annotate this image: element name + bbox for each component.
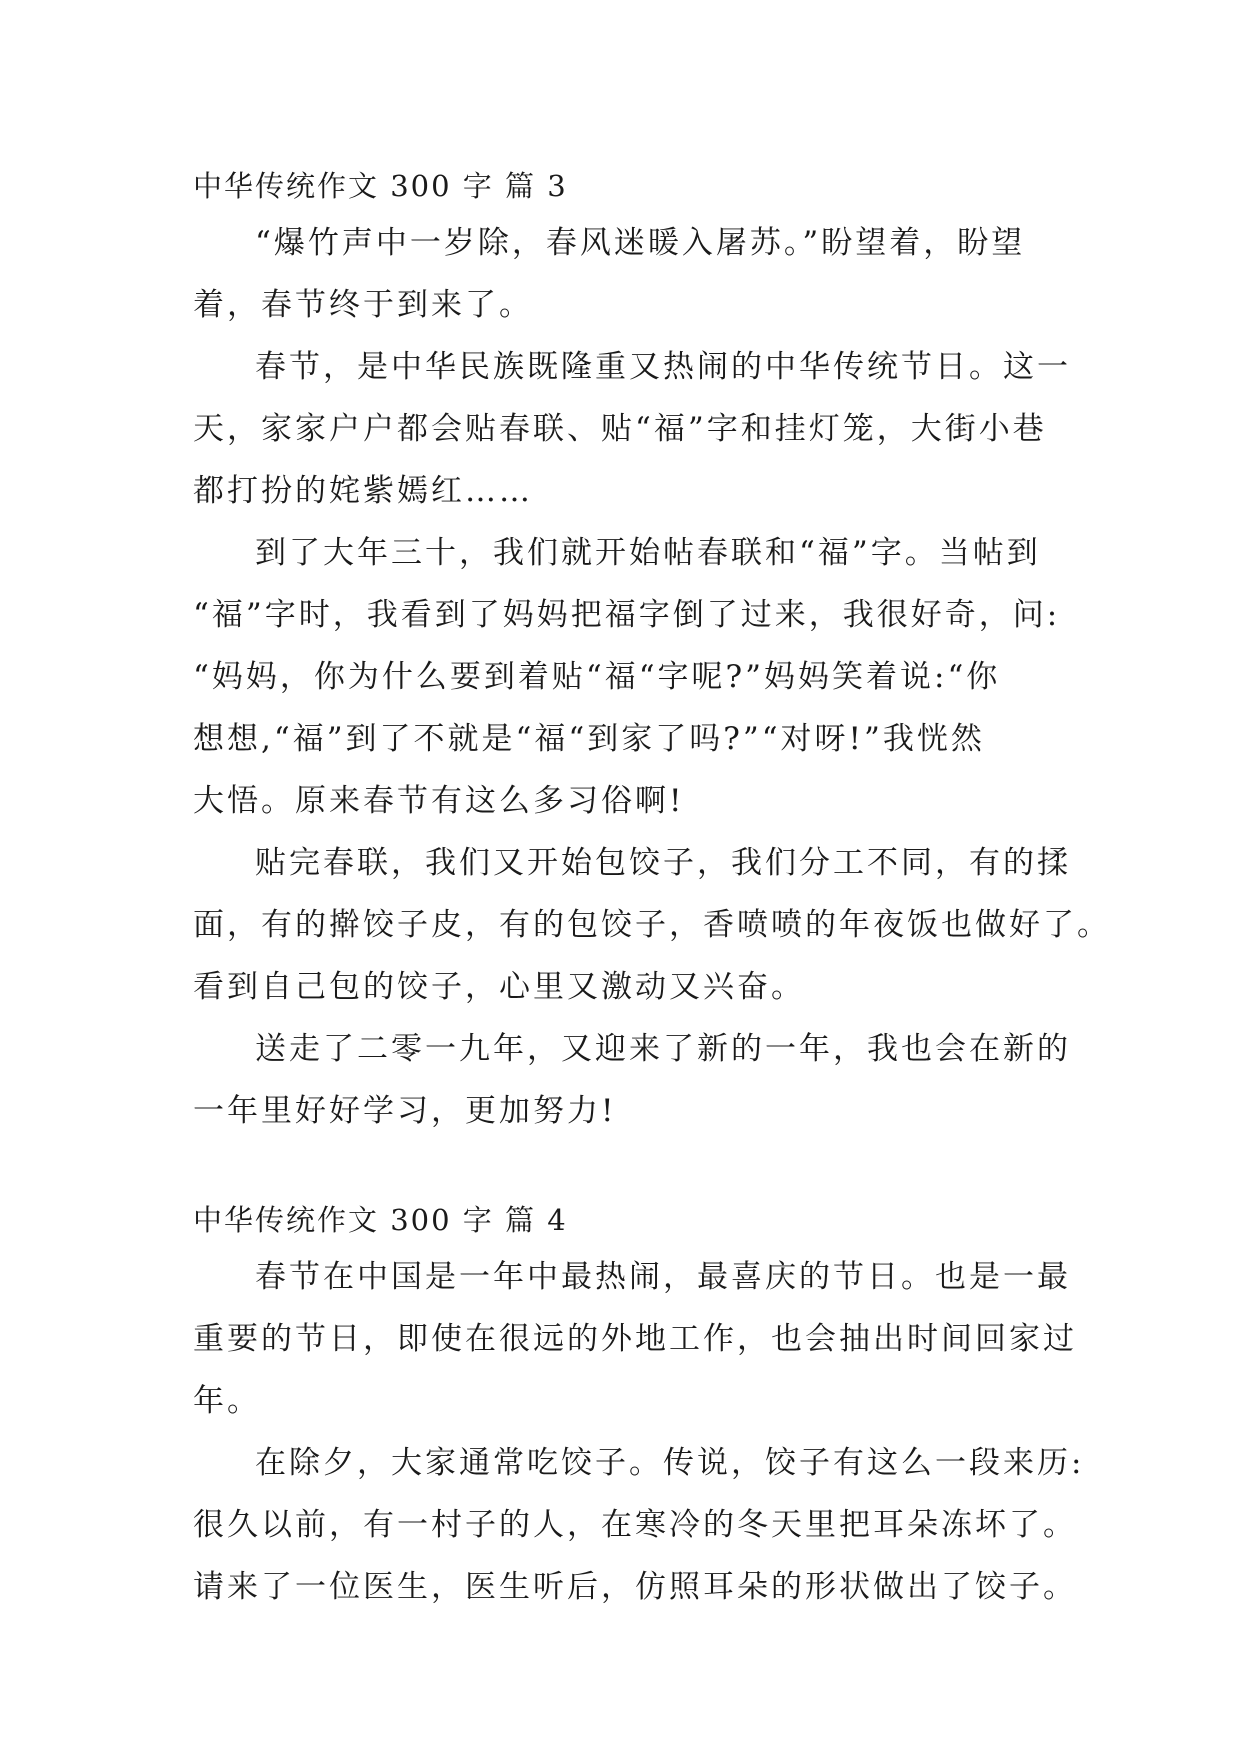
paragraph-line: 请来了一位医生，医生听后，仿照耳朵的形状做出了饺子。 [193, 1569, 1077, 1605]
paragraph-line: 一年里好好学习，更加努力! [193, 1093, 617, 1129]
paragraph-line: 着，春节终于到来了。 [193, 287, 533, 323]
paragraph-line: 天，家家户户都会贴春联、贴“福”字和挂灯笼，大街小巷 [193, 411, 1047, 447]
paragraph-line: 在除夕，大家通常吃饺子。传说，饺子有这么一段来历: [255, 1445, 1085, 1481]
paragraph-line: 面，有的擀饺子皮，有的包饺子，香喷喷的年夜饭也做好了。 [193, 907, 1111, 943]
paragraph-line: 贴完春联，我们又开始包饺子，我们分工不同，有的揉 [255, 845, 1071, 881]
section-heading: 中华传统作文 300 字 篇 4 [193, 1203, 568, 1237]
paragraph-line: 送走了二零一九年，又迎来了新的一年，我也会在新的 [255, 1031, 1071, 1067]
paragraph-line: 春节，是中华民族既隆重又热闹的中华传统节日。这一 [255, 349, 1071, 385]
paragraph-line: “爆竹声中一岁除，春风迷暖入屠苏。”盼望着，盼望 [255, 225, 1026, 261]
paragraph-line: 很久以前，有一村子的人，在寒冷的冬天里把耳朵冻坏了。 [193, 1507, 1077, 1543]
paragraph-line: 重要的节日，即使在很远的外地工作，也会抽出时间回家过 [193, 1321, 1077, 1357]
paragraph-line: 春节在中国是一年中最热闹，最喜庆的节日。也是一最 [255, 1259, 1071, 1295]
paragraph-line: 看到自己包的饺子，心里又激动又兴奋。 [193, 969, 805, 1005]
paragraph-line: 大悟。原来春节有这么多习俗啊! [193, 783, 685, 819]
section-heading: 中华传统作文 300 字 篇 3 [193, 169, 568, 203]
paragraph-line: “妈妈，你为什么要到着贴“福“字呢?”妈妈笑着说:“你 [193, 659, 1001, 695]
paragraph-line: “福”字时，我看到了妈妈把福字倒了过来，我很好奇，问: [193, 597, 1061, 633]
paragraph-line: 年。 [193, 1383, 261, 1419]
paragraph-line: 到了大年三十，我们就开始帖春联和“福”字。当帖到 [255, 535, 1041, 571]
paragraph-line: 都打扮的姹紫嫣红…… [193, 473, 533, 509]
paragraph-line: 想想,“福”到了不就是“福“到家了吗?”“对呀!”我恍然 [193, 721, 985, 757]
